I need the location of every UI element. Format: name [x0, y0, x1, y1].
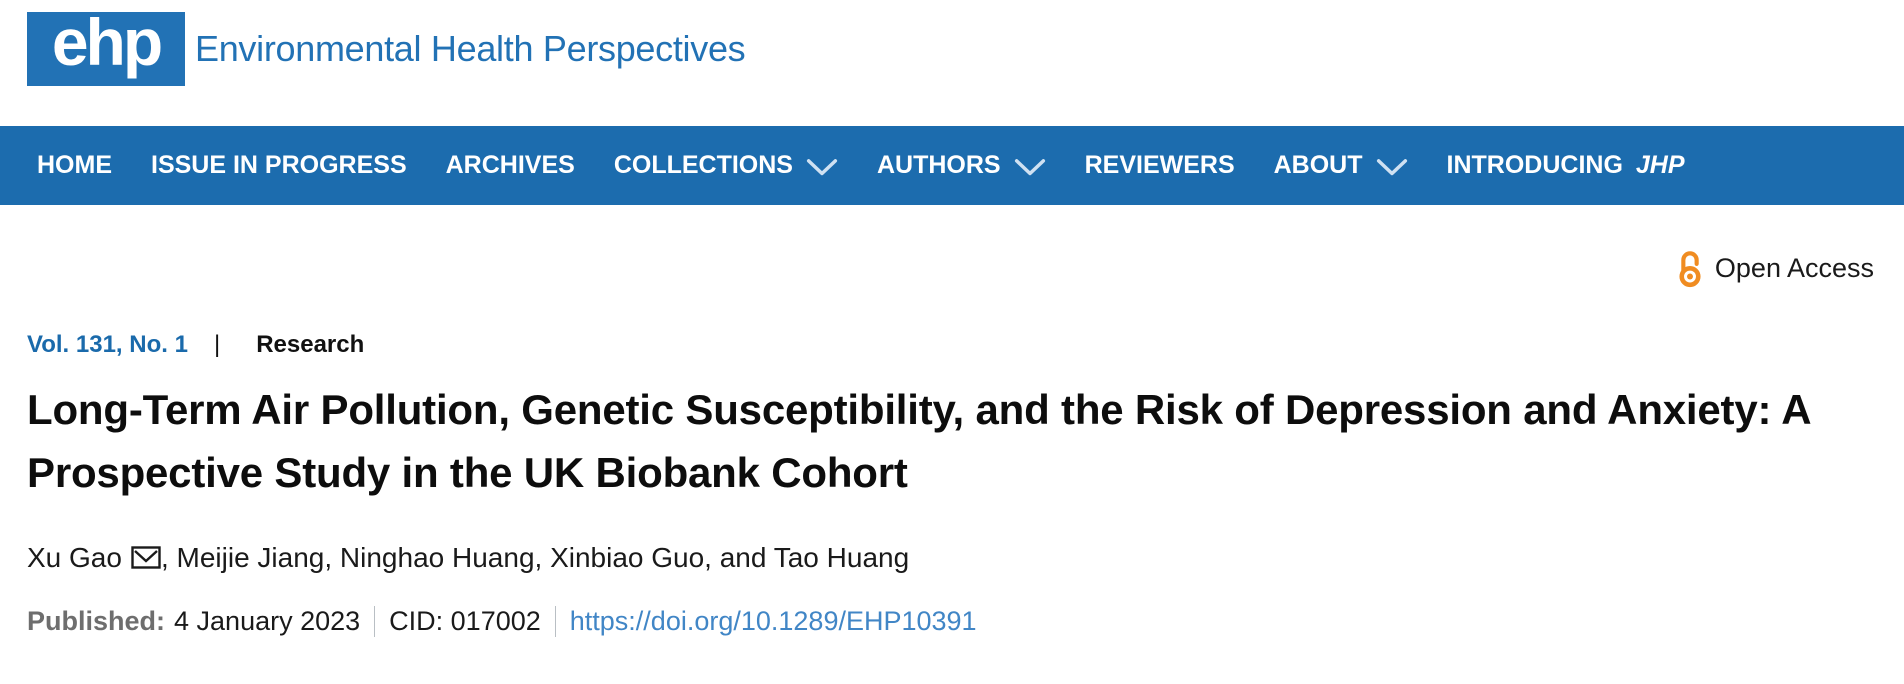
nav-item-label: ARCHIVES [445, 151, 575, 179]
article-title: Long-Term Air Pollution, Genetic Susceptibility, and the Risk of Depression and Anxiety: A Prospective Study in the UK Biobank Cohort [27, 386, 1810, 496]
chevron-down-icon [806, 158, 838, 177]
published-date: 4 January 2023 [174, 606, 361, 636]
section-link[interactable]: Research [256, 331, 365, 358]
nav-item-archives[interactable] [446, 151, 575, 180]
chevron-down-icon [1376, 158, 1408, 177]
article-meta [27, 331, 1877, 359]
nav-item-label: REVIEWERS [1084, 151, 1235, 179]
nav-item-label: COLLECTIONS [613, 151, 793, 179]
nav-item-collections[interactable] [614, 151, 838, 180]
nav-item-label: ISSUE IN PROGRESS [151, 151, 407, 179]
nav-item-about[interactable] [1274, 151, 1408, 180]
chevron-down-icon [1014, 158, 1046, 177]
ehp-logo-mark[interactable]: ehp [27, 12, 185, 86]
published-label: Published: [27, 606, 166, 636]
nav-item-issue-in-progress[interactable] [151, 151, 407, 180]
nav-item-label: HOME [37, 151, 112, 179]
open-lock-icon [1675, 249, 1705, 288]
authors-line [27, 542, 1877, 576]
nav-item-label: INTRODUCING [1446, 151, 1623, 179]
nav-item-introducing-jhp[interactable] [1447, 151, 1685, 180]
meta-separator: | [213, 331, 221, 358]
article-header [0, 249, 1904, 637]
nav-item-home[interactable] [37, 151, 112, 180]
open-access-badge [27, 249, 1877, 288]
cid-value: CID: 017002 [389, 606, 541, 636]
ehp-logo[interactable] [27, 5, 746, 86]
divider [555, 606, 556, 637]
volume-issue-link[interactable]: Vol. 131, No. 1 [27, 331, 188, 358]
nav-item-label-jhp: JHP [1635, 151, 1685, 179]
site-header [0, 0, 1904, 126]
open-access-label: Open Access [1714, 253, 1874, 283]
author-name: Xu Gao [27, 542, 122, 573]
nav-item-authors[interactable] [877, 151, 1046, 180]
nav-item-label: ABOUT [1273, 151, 1363, 179]
divider [374, 606, 375, 637]
nav-item-label: AUTHORS [876, 151, 1001, 179]
published-line [27, 606, 1877, 637]
doi-link[interactable]: https://doi.org/10.1289/EHP10391 [569, 606, 977, 636]
author-names-rest: , Meijie Jiang, Ninghao Huang, Xinbiao Guo, and Tao Huang [160, 542, 910, 573]
nav-item-reviewers[interactable] [1085, 151, 1235, 180]
main-nav [0, 126, 1904, 205]
journal-name[interactable]: Environmental Health Perspectives [195, 28, 746, 69]
envelope-icon[interactable] [131, 544, 161, 576]
